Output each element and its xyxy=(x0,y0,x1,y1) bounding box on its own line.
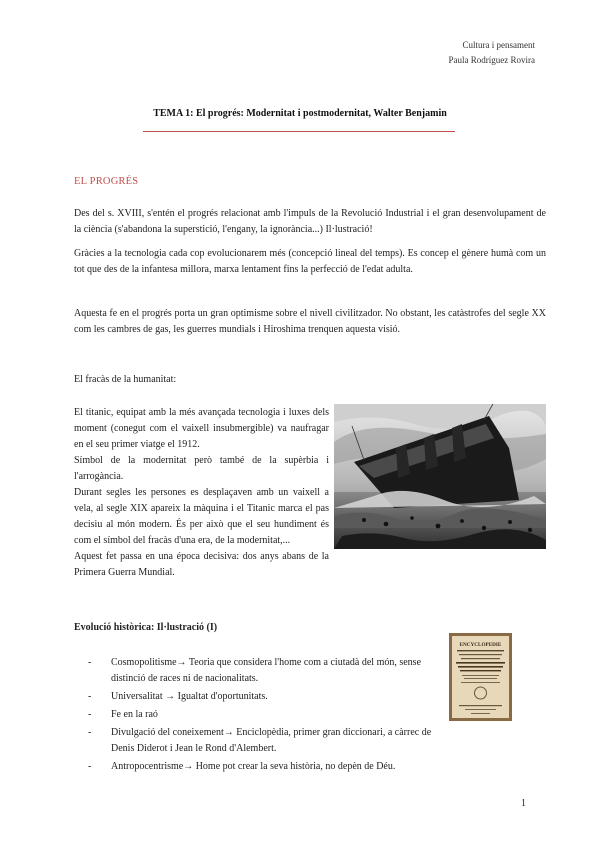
course-name: Cultura i pensament xyxy=(462,40,535,50)
failure-heading: El fracàs de la humanitat: xyxy=(74,374,177,385)
list-item-text: Universalitat → Igualtat d'oportunitats. xyxy=(111,691,268,702)
document-title: TEMA 1: El progrés: Modernitat i postmodernitat, Walter Benjamin xyxy=(153,108,447,119)
list-item xyxy=(88,655,434,687)
section-heading: EL PROGRÉS xyxy=(74,176,139,187)
paragraph-1: Des del s. XVIII, s'entén el progrés relacionat amb l'impuls de la Revolució Industrial i el gran desenvolupament de la ciència (s'abandona la superstició, l'engany, la ignorància...) Il·lustració! xyxy=(74,208,546,235)
list-dash: - xyxy=(88,727,92,738)
title-divider xyxy=(143,131,455,132)
paragraph-2: Gràcies a la tecnologia cada cop evolucionarem més (concepció lineal del temps). Es concep el gènere humà com un tot que des de la infantesa millora, marxa lentament fins la perfecció de l'edat adulta. xyxy=(74,248,546,275)
list-dash: - xyxy=(88,657,92,668)
list-item-text: Antropocentrisme→ Home pot crear la seva història, no depèn de Déu. xyxy=(111,761,396,772)
evolution-heading: Evolució històrica: Il·lustració (I) xyxy=(74,622,218,633)
titanic-paragraph: El titanic, equipat amb la més avançada tecnologia i luxes dels moment (conegut com el vaixell insubmergible) va naufragar en el seu primer viatge el 1912. xyxy=(74,407,329,450)
list-item xyxy=(88,725,434,757)
list-item-text: Fe en la raó xyxy=(111,709,158,720)
list-item-text: Cosmopolitisme→ Teoria que considera l'home com a ciutadà del món, sense distinció de races ni de nacionalitats. xyxy=(111,657,422,684)
list-dash: - xyxy=(88,709,92,720)
book-title: ENCYCLOPEDIE xyxy=(459,642,502,648)
list-item xyxy=(88,759,434,775)
page-header xyxy=(449,38,535,68)
page-number: 1 xyxy=(521,798,526,809)
titanic-paragraph: Durant segles les persones es desplaçaven amb un vaixell a vela, al segle XIX apareix la màquina i el Titanic marca el pas decisiu al món modern. És per això que el seu hundiment és com el símbol del fracàs d'una era, de la modernitat,... xyxy=(74,487,329,546)
titanic-paragraph: Símbol de la modernitat però també de la supèrbia i l'arrogància. xyxy=(74,455,329,482)
list-item-text: Divulgació del coneixement→ Enciclopèdia, primer gran diccionari, a càrrec de Denis Diderot i Jean le Rond d'Alembert. xyxy=(111,727,432,754)
paragraph-3: Aquesta fe en el progrés porta un gran optimisme sobre el nivell civilitzador. No obstant, les catàstrofes del segle XX com les cambres de gas, les guerres mundials i Hiroshima trenquen aquesta visió. xyxy=(74,308,546,335)
evolution-list xyxy=(88,655,434,777)
titanic-sinking-image xyxy=(334,404,546,549)
list-item xyxy=(88,689,434,705)
author-name: Paula Rodríguez Rovira xyxy=(448,55,535,65)
encyclopedie-cover-image xyxy=(449,633,512,721)
list-item xyxy=(88,707,434,723)
list-dash: - xyxy=(88,761,92,772)
titanic-paragraph: Aquest fet passa en una época decisiva: dos anys abans de la Primera Guerra Mundial. xyxy=(74,551,329,578)
list-dash: - xyxy=(88,691,92,702)
titanic-text xyxy=(74,405,329,581)
